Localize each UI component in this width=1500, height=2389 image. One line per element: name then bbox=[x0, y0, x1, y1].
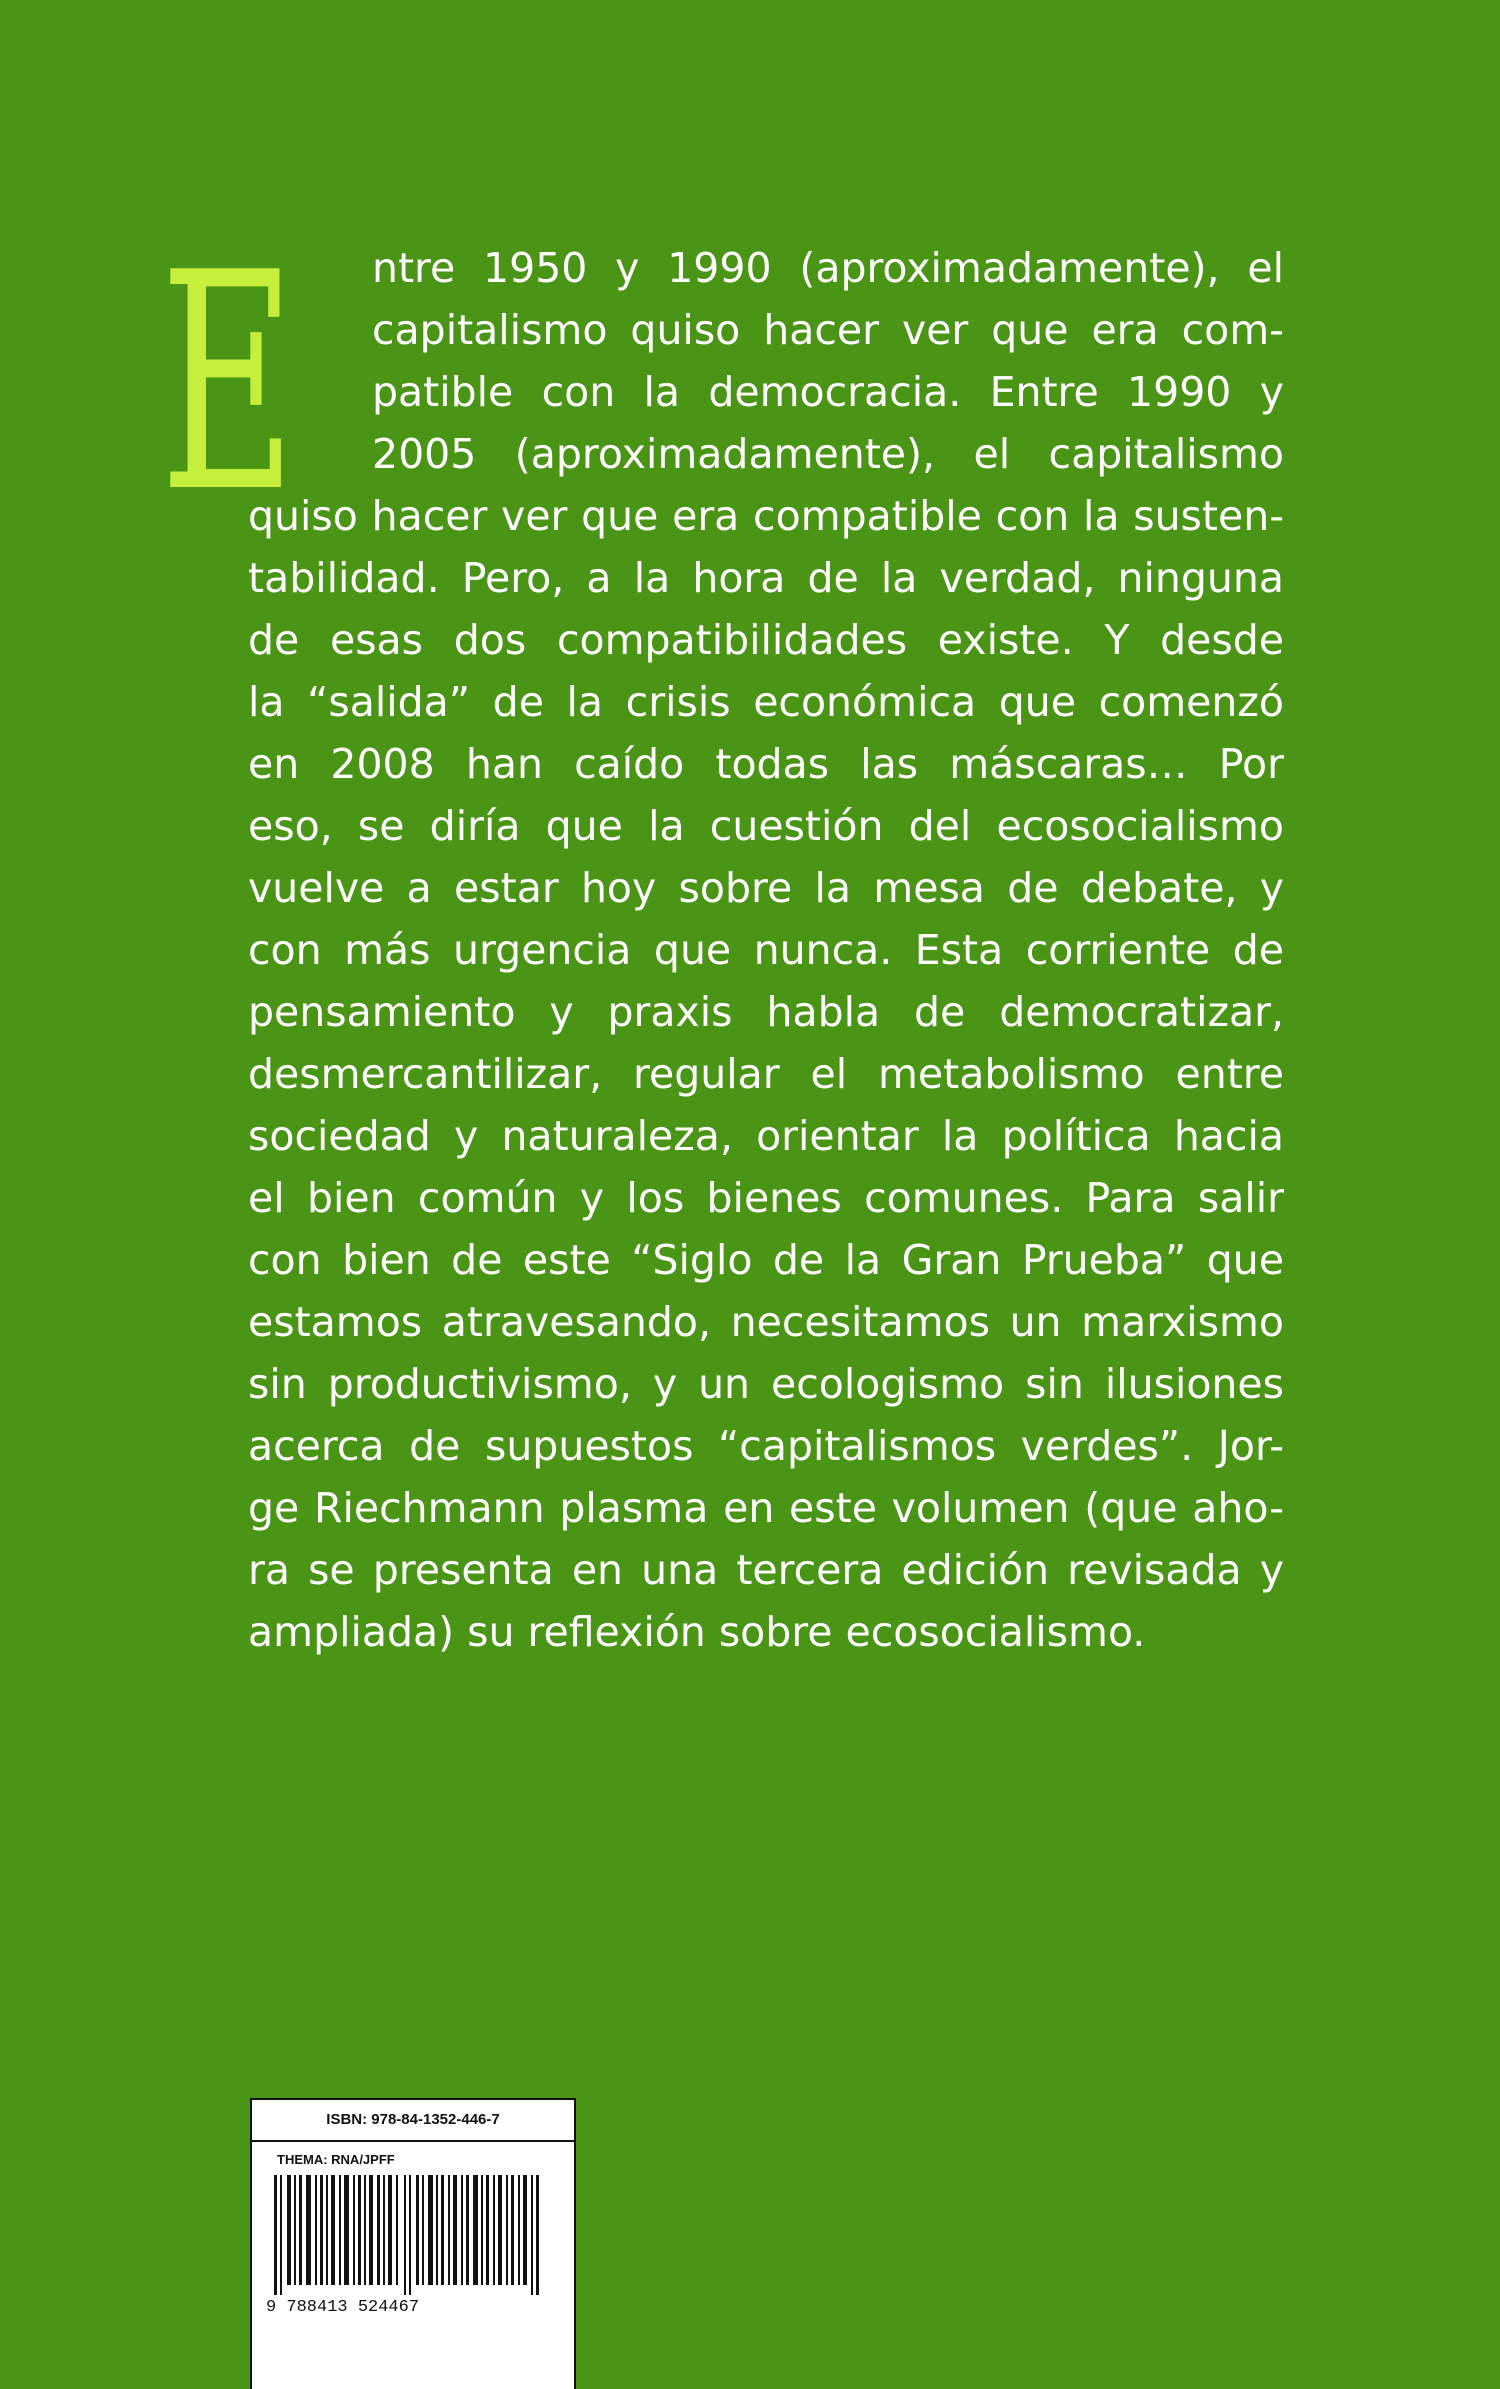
blurb-line: 2005 (aproximadamente), el capitalismo bbox=[372, 430, 1284, 478]
blurb-line: acerca de supuestos “capitalismos verdes”. Jor- bbox=[248, 1422, 1284, 1470]
blurb-line: de esas dos compatibilidades existe. Y desde bbox=[248, 616, 1284, 664]
drop-cap-letter: E bbox=[160, 209, 296, 558]
blurb-line: en 2008 han caído todas las máscaras… Por bbox=[248, 740, 1284, 788]
isbn-number: ISBN: 978-84-1352-446-7 bbox=[252, 2100, 574, 2142]
blurb-line: capitalismo quiso hacer ver que era com- bbox=[372, 306, 1284, 354]
isbn-barcode-box bbox=[250, 2098, 576, 2389]
blurb-line: estamos atravesando, necesitamos un marxismo bbox=[248, 1298, 1284, 1346]
blurb-line: quiso hacer ver que era compatible con la susten- bbox=[248, 492, 1284, 540]
drop-cap bbox=[160, 209, 350, 558]
blurb-line: tabilidad. Pero, a la hora de la verdad, ninguna bbox=[248, 554, 1284, 602]
blurb-line: la “salida” de la crisis económica que comenzó bbox=[248, 678, 1284, 726]
blurb-line: ge Riechmann plasma en este volumen (que aho- bbox=[248, 1484, 1284, 1532]
barcode-image bbox=[264, 2175, 564, 2295]
blurb-line: ra se presenta en una tercera edición revisada y bbox=[248, 1546, 1284, 1594]
blurb-line: ampliada) su reflexión sobre ecosocialismo. bbox=[248, 1608, 1146, 1656]
blurb-line: con más urgencia que nunca. Esta corriente de bbox=[248, 926, 1284, 974]
blurb-line: el bien común y los bienes comunes. Para salir bbox=[248, 1174, 1284, 1222]
blurb-line: eso, se diría que la cuestión del ecosocialismo bbox=[248, 802, 1284, 850]
blurb-line: pensamiento y praxis habla de democratizar, bbox=[248, 988, 1284, 1036]
blurb-line: ntre 1950 y 1990 (aproximadamente), el bbox=[372, 244, 1284, 292]
barcode-digits: 9 788413 524467 bbox=[266, 2298, 420, 2317]
blurb-line: vuelve a estar hoy sobre la mesa de debate, y bbox=[248, 864, 1284, 912]
blurb-line: con bien de este “Siglo de la Gran Prueba” que bbox=[248, 1236, 1284, 1284]
blurb-line: desmercantilizar, regular el metabolismo entre bbox=[248, 1050, 1284, 1098]
blurb-line: sin productivismo, y un ecologismo sin ilusiones bbox=[248, 1360, 1284, 1408]
blurb-line: sociedad y naturaleza, orientar la política hacia bbox=[248, 1112, 1284, 1160]
thema-code: THEMA: RNA/JPFF bbox=[277, 2152, 395, 2167]
blurb-line: patible con la democracia. Entre 1990 y bbox=[372, 368, 1284, 416]
